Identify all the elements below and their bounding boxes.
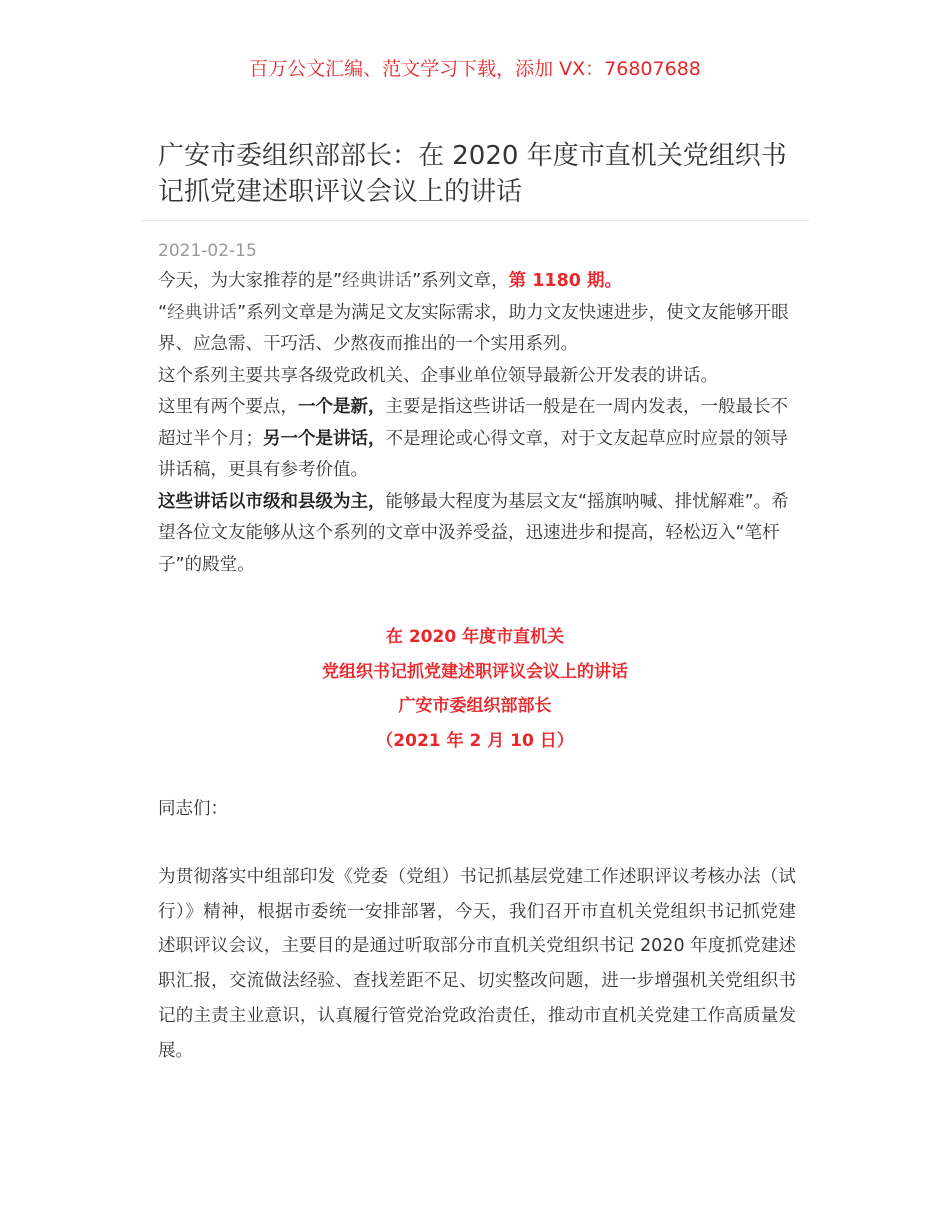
- speech-heading: [0, 620, 950, 758]
- key-point-3: 这些讲话以市级和县级为主，: [158, 491, 386, 512]
- intro-text: ”系列文章，: [412, 271, 509, 291]
- key-point-1: 一个是新，: [298, 397, 386, 417]
- intro-text: 主要是指这些讲话一般是在一周内发表，一般最长不超过半个月；: [158, 397, 788, 449]
- intro-paragraph-1: [158, 266, 796, 298]
- speech-greeting: 同志们：: [158, 799, 228, 819]
- intro-text: 今天，为大家推荐的是”: [158, 271, 343, 291]
- publish-date: 2021-02-15: [158, 241, 257, 261]
- intro-paragraph-2: [158, 298, 796, 361]
- title-divider: [141, 220, 809, 221]
- speech-title-line-2: 党组织书记抓党建述职评议会议上的讲话: [322, 661, 628, 682]
- intro-text: 能够最大程度为基层文友“摇旗呐喊、排忧解难”。希望各位文友能够从这个系列的文章中汲养受益，迅速进步和提高，轻松迈入“笔杆子”的殿堂。: [158, 491, 789, 575]
- series-name: 经典讲话: [167, 302, 238, 323]
- article-title: 广安市委组织部部长：在 2020 年度市直机关党组织书记抓党建述职评议会议上的讲话: [158, 141, 787, 207]
- speech-date: （2021 年 2 月 10 日）: [376, 730, 574, 751]
- issue-number: 第 1180 期。: [508, 271, 623, 291]
- intro-text: “: [158, 302, 168, 323]
- intro-paragraph-4: [158, 392, 796, 487]
- speech-title-line-1: 在 2020 年度市直机关: [385, 627, 565, 647]
- promo-banner: 百万公文汇编、范文学习下载，添加 VX：76807688: [249, 58, 701, 80]
- intro-paragraph-3: 这个系列主要共享各级党政机关、企事业单位领导最新公开发表的讲话。: [158, 365, 718, 386]
- intro-text: 这里有两个要点，: [158, 397, 298, 417]
- intro-paragraph-5: [158, 487, 796, 582]
- series-intro: [158, 266, 796, 581]
- key-point-2: 另一个是讲话，: [263, 428, 386, 449]
- intro-text: ”系列文章是为满足文友实际需求，助力文友快速进步，使文友能够开眼界、应急需、干巧活、少熬夜而推出的一个实用系列。: [158, 302, 789, 354]
- speech-speaker: 广安市委组织部部长: [398, 696, 552, 716]
- series-name: 经典讲话: [342, 271, 413, 291]
- intro-text: 不是理论或心得文章，对于文友起草应时应景的领导讲话稿，更具有参考价值。: [158, 428, 788, 480]
- speech-paragraph-1: 为贯彻落实中组部印发《党委（党组）书记抓基层党建工作述职评议考核办法（试行）》精神，根据市委统一安排部署，今天，我们召开市直机关党组织书记抓党建述职评议会议，主要目的是通过听取部分市直机关党组织书记 2020 年度抓党建述职汇报，交流做法经验、查找差距不足、切实整改问题，进一步增强机关党组织书记的主责主业意识，认真履行管党治党政治责任，推动市直机关党建工作高质量发展。: [158, 867, 796, 1061]
